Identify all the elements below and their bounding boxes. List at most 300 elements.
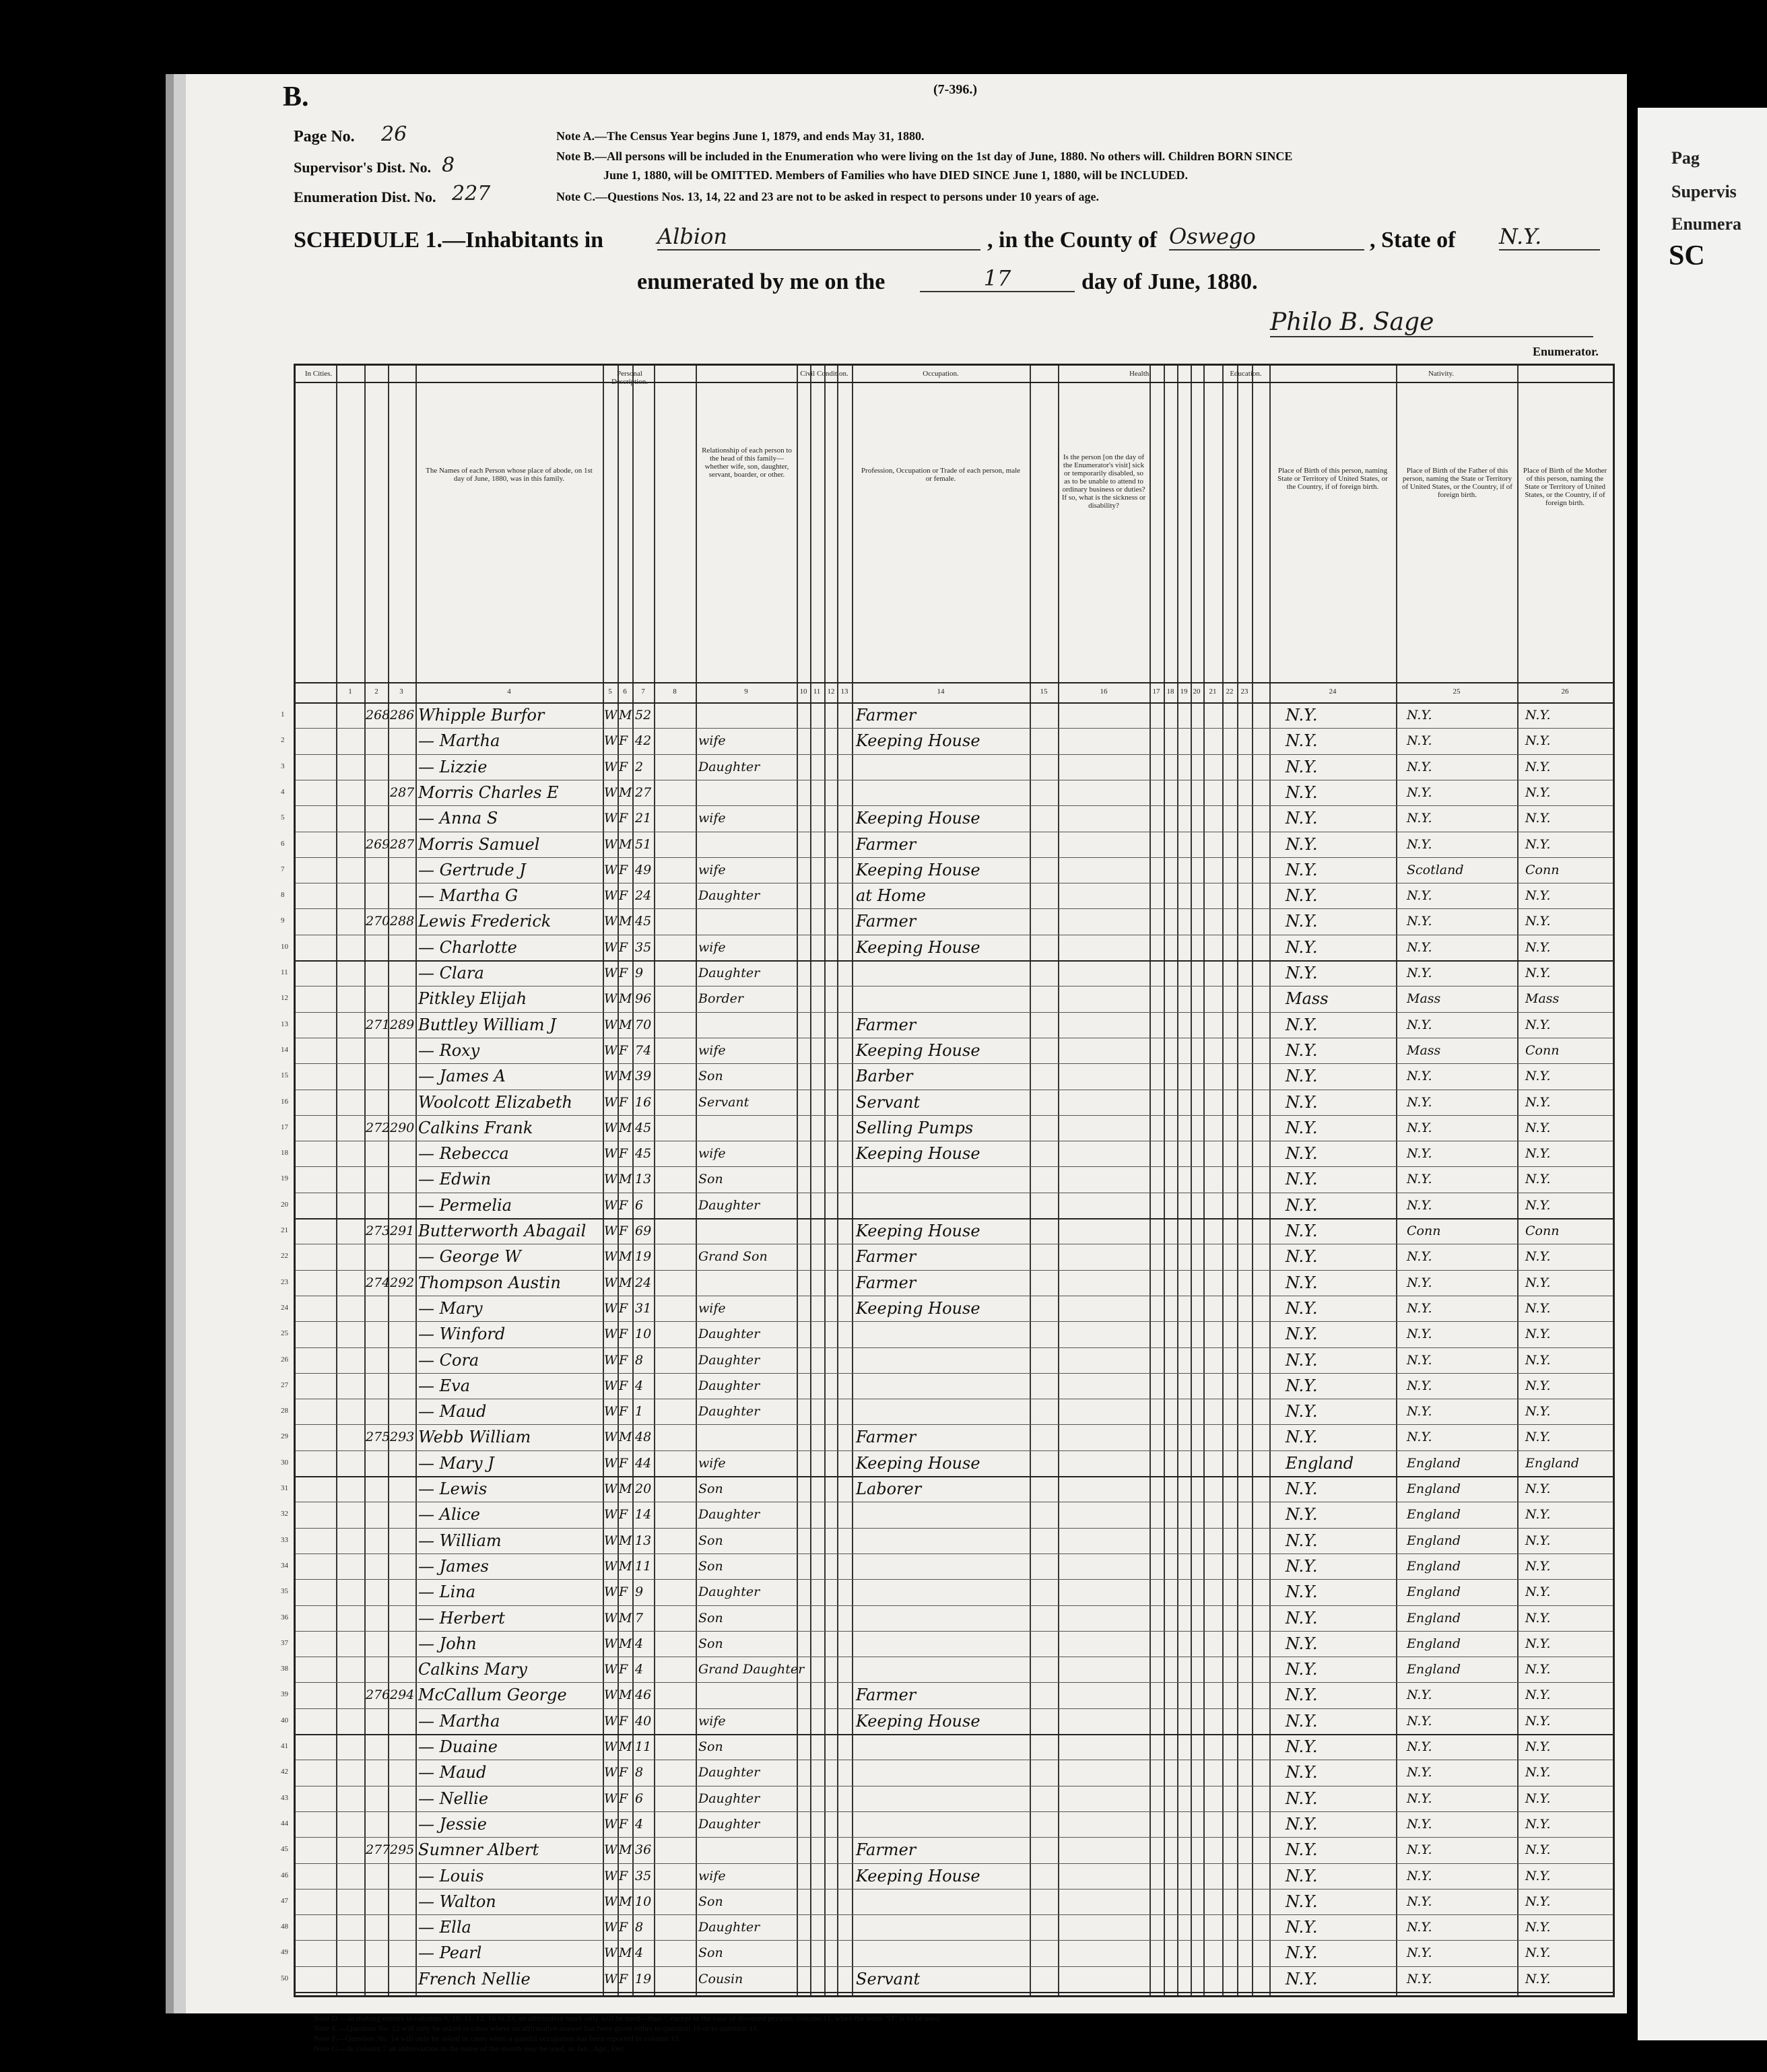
father-birthplace: N.Y. [1407, 1275, 1432, 1290]
age: 19 [635, 1249, 652, 1265]
row-number: 26 [281, 1355, 288, 1364]
race: W [604, 991, 618, 1007]
sex: M [619, 708, 632, 723]
person-name: — Herbert [418, 1608, 505, 1628]
race: W [604, 1816, 618, 1832]
age: 35 [635, 1868, 652, 1883]
row-number: 50 [281, 1974, 288, 1982]
age: 4 [635, 1662, 644, 1677]
sex: F [619, 1042, 628, 1058]
column-number: 6 [623, 688, 627, 696]
person-name: — Martha [418, 1711, 500, 1731]
birthplace: N.Y. [1286, 1737, 1318, 1756]
dwelling-number: 268 [366, 708, 391, 723]
race: W [604, 1894, 618, 1909]
sex: F [619, 1584, 628, 1600]
race: W [604, 1455, 618, 1471]
col-3-header: The Names of each Person whose place of abode, on 1st day of June, 1880, was in this family. [426, 467, 593, 483]
row-number: 23 [281, 1277, 288, 1286]
row-number: 33 [281, 1535, 288, 1544]
enumerated-label: enumerated by me on the [637, 269, 886, 294]
mother-birthplace: N.Y. [1525, 1300, 1551, 1316]
col-26-header: Place of Birth of the Mother of this person, naming the State or Territory of United States, or the Country, if of foreign birth. [1523, 467, 1607, 507]
relationship: wife [698, 733, 726, 749]
race: W [604, 1584, 618, 1600]
row-number: 4 [281, 787, 285, 796]
occupation: Farmer [856, 1015, 916, 1034]
age: 13 [635, 1172, 652, 1187]
dwelling-number: 271 [366, 1017, 391, 1032]
birthplace: N.Y. [1286, 912, 1318, 931]
father-birthplace: N.Y. [1407, 811, 1432, 826]
father-birthplace: England [1407, 1455, 1461, 1471]
race: W [604, 1558, 618, 1574]
sex: F [619, 1765, 628, 1780]
age: 6 [635, 1791, 644, 1806]
age: 6 [635, 1197, 644, 1213]
age: 31 [635, 1300, 652, 1316]
county-value: Oswego [1169, 224, 1364, 250]
father-birthplace: N.Y. [1407, 1842, 1432, 1858]
person-name: — Maud [418, 1402, 487, 1422]
occupation: Keeping House [856, 731, 980, 751]
row-number: 46 [281, 1871, 288, 1879]
group-nativity: Nativity. [1428, 370, 1455, 378]
note-c: Note C.—Questions Nos. 13, 14, 22 and 23 are not to be asked in respect to persons under 10 years of age. [556, 190, 1100, 203]
race: W [604, 1197, 618, 1213]
age: 49 [635, 862, 652, 877]
relationship: Daughter [698, 888, 760, 904]
relationship: wife [698, 1300, 726, 1316]
father-birthplace: N.Y. [1407, 1300, 1432, 1316]
occupation: Keeping House [856, 1453, 980, 1473]
relationship: Son [698, 1636, 723, 1651]
occupation: Selling Pumps [856, 1118, 974, 1137]
person-name: — Eva [418, 1376, 471, 1395]
person-name: — George W [418, 1247, 521, 1267]
race: W [604, 1430, 618, 1445]
row-number: 25 [281, 1329, 288, 1338]
sex: M [619, 1275, 632, 1290]
relationship: wife [698, 1868, 726, 1883]
birthplace: N.Y. [1286, 1969, 1318, 1989]
sex: M [619, 836, 632, 852]
occupation: Farmer [856, 1840, 916, 1860]
sex: F [619, 862, 628, 877]
race: W [604, 1687, 618, 1703]
person-name: — Louis [418, 1866, 484, 1885]
birthplace: N.Y. [1286, 1943, 1318, 1963]
relationship: Cousin [698, 1971, 743, 1986]
dwelling-number: 270 [366, 914, 391, 929]
group-education: Education. [1230, 370, 1262, 378]
person-name: Buttley William J [418, 1015, 556, 1034]
race: W [604, 1765, 618, 1780]
mother-birthplace: N.Y. [1525, 1197, 1551, 1213]
column-number: 18 [1166, 688, 1174, 696]
dwelling-number: 276 [366, 1687, 391, 1703]
column-number: 24 [1329, 688, 1337, 696]
birthplace: N.Y. [1286, 1402, 1318, 1422]
birthplace: N.Y. [1286, 1015, 1318, 1034]
sex: M [619, 1120, 632, 1135]
birthplace: N.Y. [1286, 1273, 1318, 1292]
person-name: — Anna S [418, 809, 498, 828]
age: 35 [635, 939, 652, 955]
birthplace: N.Y. [1286, 1325, 1318, 1344]
relationship: wife [698, 1042, 726, 1058]
family-number: 295 [390, 1842, 415, 1858]
relationship: Daughter [698, 759, 760, 774]
race: W [604, 836, 618, 852]
race: W [604, 1945, 618, 1961]
person-name: — Charlotte [418, 937, 517, 957]
sheet-letter: B. [283, 81, 309, 112]
age: 20 [635, 1481, 652, 1496]
mother-birthplace: N.Y. [1525, 966, 1551, 980]
family-number: 294 [390, 1687, 415, 1703]
father-birthplace: N.Y. [1407, 1687, 1432, 1703]
row-number: 30 [281, 1458, 288, 1467]
person-name: — Lewis [418, 1479, 488, 1498]
relationship: Son [698, 1558, 723, 1574]
relationship: Daughter [698, 1197, 760, 1213]
column-number: 7 [641, 688, 645, 696]
race: W [604, 1017, 618, 1032]
family-number: 290 [390, 1120, 415, 1135]
family-number: 291 [390, 1224, 415, 1238]
mother-birthplace: N.Y. [1525, 1920, 1551, 1935]
sex: F [619, 1378, 628, 1393]
row-number: 32 [281, 1510, 288, 1518]
father-birthplace: N.Y. [1407, 1146, 1432, 1162]
birthplace: N.Y. [1286, 1840, 1318, 1860]
mother-birthplace: N.Y. [1525, 1842, 1551, 1858]
person-name: — Ella [418, 1918, 471, 1937]
dwelling-number: 274 [366, 1275, 391, 1290]
sex: F [619, 811, 628, 826]
age: 51 [635, 836, 652, 852]
occupation: Farmer [856, 1273, 916, 1292]
relationship: Grand Daughter [698, 1662, 805, 1677]
sex: F [619, 966, 628, 980]
col-15-header: Is the person [on the day of the Enumerator's visit] sick or temporarily disabled, so as to be unable to attend to ordinary business or duties? If so, what is the sickness or disability? [1061, 453, 1146, 510]
row-number: 10 [281, 942, 288, 951]
relationship: Daughter [698, 1816, 760, 1832]
sex: M [619, 1636, 632, 1651]
race: W [604, 1275, 618, 1290]
mother-birthplace: N.Y. [1525, 914, 1551, 929]
mother-birthplace: N.Y. [1525, 1249, 1551, 1265]
father-birthplace: N.Y. [1407, 1868, 1432, 1883]
birthplace: N.Y. [1286, 1144, 1318, 1164]
age: 40 [635, 1713, 652, 1729]
column-number: 11 [813, 688, 821, 696]
relationship: Son [698, 1533, 723, 1548]
race: W [604, 759, 618, 774]
group-in-cities: In Cities. [304, 370, 333, 378]
sex: F [619, 759, 628, 774]
father-birthplace: England [1407, 1558, 1461, 1574]
relationship: wife [698, 939, 726, 955]
birthplace: N.Y. [1286, 1634, 1318, 1653]
mother-birthplace: N.Y. [1525, 1816, 1551, 1832]
person-name: — Mary [418, 1298, 483, 1318]
supervisor-value: 8 [442, 154, 455, 177]
row-number: 7 [281, 865, 285, 873]
race: W [604, 1042, 618, 1058]
row-number: 11 [281, 968, 288, 976]
census-table [281, 364, 1615, 1997]
birthplace: N.Y. [1286, 860, 1318, 879]
person-name: — Pearl [418, 1943, 482, 1963]
birthplace: N.Y. [1286, 1763, 1318, 1782]
row-number: 31 [281, 1484, 288, 1492]
occupation: Keeping House [856, 1711, 980, 1731]
column-number: 1 [348, 688, 352, 696]
relationship: wife [698, 862, 726, 877]
column-number: 22 [1226, 688, 1234, 696]
birthplace: N.Y. [1286, 1067, 1318, 1086]
sex: M [619, 1842, 632, 1858]
person-name: — Alice [418, 1505, 480, 1525]
father-birthplace: N.Y. [1407, 1894, 1432, 1909]
family-number: 292 [390, 1275, 415, 1290]
mother-birthplace: N.Y. [1525, 1971, 1551, 1986]
age: 48 [635, 1430, 652, 1445]
family-number: 286 [390, 708, 415, 723]
person-name: — James [418, 1556, 489, 1576]
father-birthplace: N.Y. [1407, 1765, 1432, 1780]
mother-birthplace: N.Y. [1525, 1584, 1551, 1600]
father-birthplace: N.Y. [1407, 1739, 1432, 1754]
birthplace: N.Y. [1286, 731, 1318, 751]
col-13-header: Profession, Occupation or Trade of each person, male or female. [861, 467, 1021, 483]
birthplace: N.Y. [1286, 1892, 1318, 1911]
person-name: — William [418, 1531, 502, 1550]
father-birthplace: N.Y. [1407, 1017, 1432, 1032]
sex: F [619, 1352, 628, 1368]
mother-birthplace: N.Y. [1525, 1069, 1551, 1084]
person-name: Lewis Frederick [418, 912, 552, 931]
mother-birthplace: N.Y. [1525, 1120, 1551, 1135]
father-birthplace: N.Y. [1407, 1430, 1432, 1445]
occupation: at Home [856, 886, 926, 906]
relationship: wife [698, 1455, 726, 1471]
note-d: Note D.—In making entries in columns 9, 10, 11, 12, 16 to 23, an affirmative mark only will be used—thus /, except in the case of divorced persons, column 11, when the letter "D" is to be used. [314, 2013, 942, 2023]
mother-birthplace: N.Y. [1525, 1791, 1551, 1806]
age: 74 [635, 1042, 652, 1058]
person-name: Webb William [418, 1428, 531, 1447]
col-24-header: Place of Birth of this person, naming State or Territory of United States, or the Country, if of foreign birth. [1277, 467, 1388, 491]
person-name: — Walton [418, 1892, 496, 1911]
father-birthplace: England [1407, 1507, 1461, 1523]
person-name: — Edwin [418, 1170, 492, 1189]
father-birthplace: N.Y. [1407, 1713, 1432, 1729]
sex: F [619, 888, 628, 904]
mother-birthplace: N.Y. [1525, 1558, 1551, 1574]
row-number: 49 [281, 1948, 288, 1957]
person-name: — Lizzie [418, 757, 488, 776]
column-number: 12 [827, 688, 835, 696]
race: W [604, 1713, 618, 1729]
age: 11 [635, 1739, 652, 1754]
relationship: wife [698, 1146, 726, 1162]
age: 10 [635, 1894, 652, 1909]
person-name: Morris Charles E [418, 782, 559, 802]
mother-birthplace: N.Y. [1525, 811, 1551, 826]
birthplace: N.Y. [1286, 782, 1318, 802]
sex: M [619, 1249, 632, 1265]
person-name: — Rebecca [418, 1144, 509, 1164]
mother-birthplace: N.Y. [1525, 1894, 1551, 1909]
birthplace: N.Y. [1286, 1298, 1318, 1318]
occupation: Farmer [856, 1428, 916, 1447]
person-name: — Jessie [418, 1814, 487, 1834]
person-name: Butterworth Abagail [418, 1222, 587, 1240]
birthplace: N.Y. [1286, 1040, 1318, 1060]
relationship: Daughter [698, 1378, 760, 1393]
mother-birthplace: N.Y. [1525, 1868, 1551, 1883]
group-occupation: Occupation. [923, 370, 959, 378]
sex: F [619, 1094, 628, 1110]
race: W [604, 708, 618, 723]
column-number: 16 [1100, 688, 1108, 696]
race: W [604, 1146, 618, 1162]
mother-birthplace: England [1525, 1455, 1580, 1471]
age: 45 [635, 1146, 652, 1162]
race: W [604, 1636, 618, 1651]
birthplace: N.Y. [1286, 1428, 1318, 1447]
person-name: — John [418, 1634, 477, 1653]
sex: F [619, 1713, 628, 1729]
person-name: Woolcott Elizabeth [418, 1092, 572, 1112]
page-no-value: 26 [381, 123, 407, 146]
birthplace: N.Y. [1286, 1918, 1318, 1937]
person-name: Calkins Mary [418, 1660, 527, 1679]
sex: F [619, 1816, 628, 1832]
person-name: — Martha [418, 731, 500, 751]
person-name: — Cora [418, 1350, 479, 1370]
person-name: — Lina [418, 1582, 476, 1602]
person-name: Sumner Albert [418, 1840, 539, 1860]
race: W [604, 1378, 618, 1393]
row-number: 36 [281, 1613, 288, 1622]
father-birthplace: N.Y. [1407, 1069, 1432, 1084]
birthplace: N.Y. [1286, 1195, 1318, 1215]
father-birthplace: England [1407, 1584, 1461, 1600]
row-number: 43 [281, 1793, 288, 1802]
row-number: 5 [281, 813, 285, 822]
enum-dist-value: 227 [452, 182, 491, 205]
birthplace: N.Y. [1286, 757, 1318, 776]
mother-birthplace: N.Y. [1525, 1636, 1551, 1651]
adjacent-enum-label: Enumera [1671, 214, 1741, 234]
race: W [604, 914, 618, 929]
mother-birthplace: N.Y. [1525, 1610, 1551, 1626]
sex: F [619, 1327, 628, 1342]
person-name: Thompson Austin [418, 1273, 561, 1292]
age: 16 [635, 1094, 652, 1110]
father-birthplace: N.Y. [1407, 1945, 1432, 1961]
race: W [604, 1404, 618, 1419]
race: W [604, 1610, 618, 1626]
relationship: Daughter [698, 1404, 760, 1419]
mother-birthplace: N.Y. [1525, 1713, 1551, 1729]
age: 10 [635, 1327, 652, 1342]
column-number: 8 [673, 688, 677, 696]
county-label: , in the County of [987, 228, 1158, 253]
mother-birthplace: Conn [1525, 1042, 1560, 1058]
col-25-header: Place of Birth of the Father of this person, naming the State or Territory of United States, or the Country, if of foreign birth. [1402, 467, 1512, 499]
person-name: Morris Samuel [418, 834, 540, 854]
age: 69 [635, 1224, 652, 1238]
occupation: Keeping House [856, 860, 980, 879]
family-number: 287 [390, 784, 415, 800]
mother-birthplace: N.Y. [1525, 1533, 1551, 1548]
race: W [604, 811, 618, 826]
birthplace: Mass [1286, 989, 1329, 1009]
birthplace: N.Y. [1286, 1556, 1318, 1576]
mother-birthplace: N.Y. [1525, 1481, 1551, 1496]
race: W [604, 1533, 618, 1548]
dwelling-number: 275 [366, 1430, 391, 1445]
sex: F [619, 1455, 628, 1471]
person-name: French Nellie [418, 1969, 531, 1989]
mother-birthplace: N.Y. [1525, 1017, 1551, 1032]
sex: F [619, 733, 628, 749]
father-birthplace: Mass [1407, 991, 1441, 1007]
race: W [604, 1094, 618, 1110]
supervisor-label: Supervisor's Dist. No. [294, 159, 432, 176]
race: W [604, 1920, 618, 1935]
age: 96 [635, 991, 652, 1007]
group-health: Health. [1129, 370, 1152, 378]
age: 4 [635, 1816, 644, 1832]
mother-birthplace: N.Y. [1525, 1275, 1551, 1290]
row-number: 48 [281, 1923, 288, 1931]
father-birthplace: N.Y. [1407, 1378, 1432, 1393]
row-number: 24 [281, 1303, 288, 1312]
father-birthplace: England [1407, 1481, 1461, 1496]
column-number: 14 [937, 688, 945, 696]
person-name: — Duaine [418, 1737, 498, 1756]
group-personal: Personal Description. [611, 370, 648, 386]
race: W [604, 784, 618, 800]
age: 14 [635, 1507, 652, 1523]
relationship: Daughter [698, 1765, 760, 1780]
sex: M [619, 914, 632, 929]
person-name: — Martha G [418, 886, 519, 906]
father-birthplace: Conn [1407, 1224, 1441, 1238]
birthplace: N.Y. [1286, 1582, 1318, 1602]
column-number: 9 [744, 688, 748, 696]
relationship: Grand Son [698, 1249, 768, 1265]
row-number: 41 [281, 1742, 288, 1750]
column-number: 13 [840, 688, 848, 696]
sex: F [619, 1146, 628, 1162]
family-number: 287 [390, 836, 415, 852]
person-name: — Gertrude J [418, 860, 526, 879]
father-birthplace: N.Y. [1407, 1971, 1432, 1986]
row-number: 37 [281, 1638, 288, 1647]
birthplace: N.Y. [1286, 1479, 1318, 1498]
father-birthplace: N.Y. [1407, 784, 1432, 800]
row-number: 45 [281, 1845, 288, 1854]
person-name: — Mary J [418, 1453, 494, 1473]
mother-birthplace: N.Y. [1525, 759, 1551, 774]
column-number: 25 [1453, 688, 1461, 696]
